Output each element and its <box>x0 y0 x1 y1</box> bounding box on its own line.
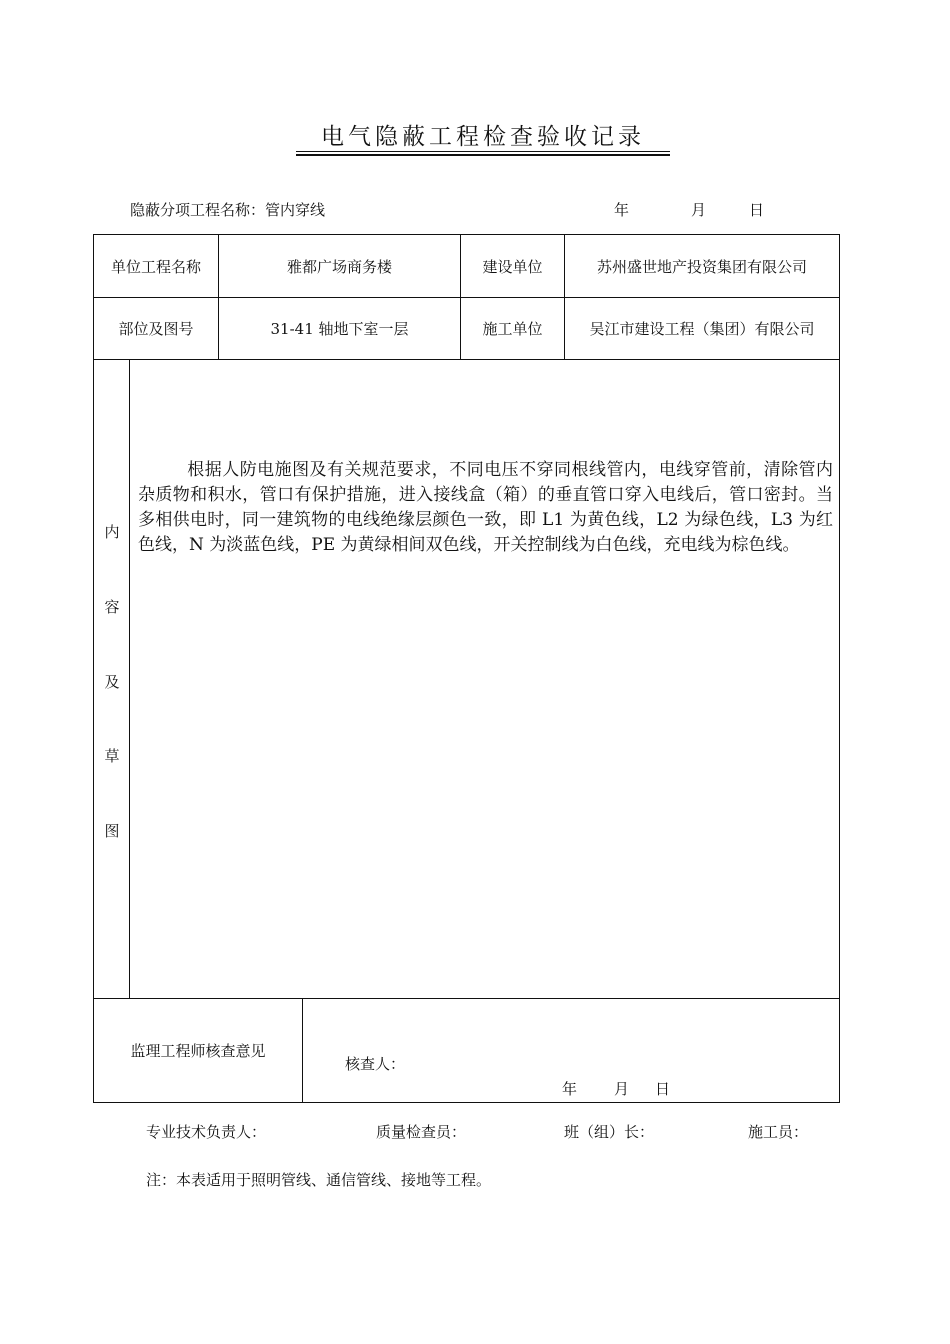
content-label-char: 图 <box>104 822 120 840</box>
team-leader-signature: 班（组）长： <box>564 1123 655 1141</box>
content-body <box>130 360 840 999</box>
content-label-char: 草 <box>104 747 120 765</box>
table-row-content <box>94 360 840 999</box>
document-title: 电气隐蔽工程检查验收记录 <box>321 124 645 150</box>
location-value: 31-41 轴地下室一层 <box>219 298 461 360</box>
inspection-table <box>93 234 840 1103</box>
content-label-char: 容 <box>104 598 120 616</box>
content-label-char: 内 <box>104 523 120 541</box>
unit-project-label: 单位工程名称 <box>94 235 219 298</box>
constructor-signature: 施工员： <box>748 1123 809 1141</box>
content-label <box>94 360 130 999</box>
content-text: 根据人防电施图及有关规范要求，不同电压不穿同根线管内，电线穿管前，清除管内杂质物和积水，管口有保护措施，进入接线盒（箱）的垂直管口穿入电线后，管口密封。当多相供电时，同一建筑物的电线绝缘层颜色一致，即 L1 为黄色线，L2 为绿色线，L3 为红色线，N 为淡蓝色线，PE 为黄绿相间双色线，开关控制线为白色线，充电线为棕色线。 <box>138 460 834 555</box>
supervisor-date-day: 日 <box>655 1080 671 1098</box>
header-date-day: 日 <box>749 201 765 219</box>
quality-inspector-signature: 质量检查员： <box>376 1123 467 1141</box>
location-label: 部位及图号 <box>94 298 219 360</box>
supervisor-label: 监理工程师核查意见 <box>94 999 303 1103</box>
title-underline-thin <box>296 151 670 152</box>
footnote: 注：本表适用于照明管线、通信管线、接地等工程。 <box>146 1171 492 1189</box>
supervisor-opinion <box>303 999 840 1103</box>
header-date-month: 月 <box>691 201 707 219</box>
supervisor-date-year: 年 <box>562 1080 578 1098</box>
unit-project-value: 雅都广场商务楼 <box>219 235 461 298</box>
table-row-unit <box>94 235 840 298</box>
title-underline-thick <box>296 154 670 156</box>
header-date-year: 年 <box>614 201 630 219</box>
table-row-location <box>94 298 840 360</box>
owner-value: 苏州盛世地产投资集团有限公司 <box>565 235 840 298</box>
content-label-char: 及 <box>104 673 120 691</box>
supervisor-date-month: 月 <box>614 1080 630 1098</box>
checker-label: 核查人： <box>345 1055 406 1073</box>
owner-label: 建设单位 <box>461 235 565 298</box>
table-row-supervisor <box>94 999 840 1103</box>
contractor-label: 施工单位 <box>461 298 565 360</box>
contractor-value: 吴江市建设工程（集团）有限公司 <box>565 298 840 360</box>
subproject-name: 隐蔽分项工程名称：管内穿线 <box>130 201 326 219</box>
tech-lead-signature: 专业技术负责人： <box>146 1123 267 1141</box>
